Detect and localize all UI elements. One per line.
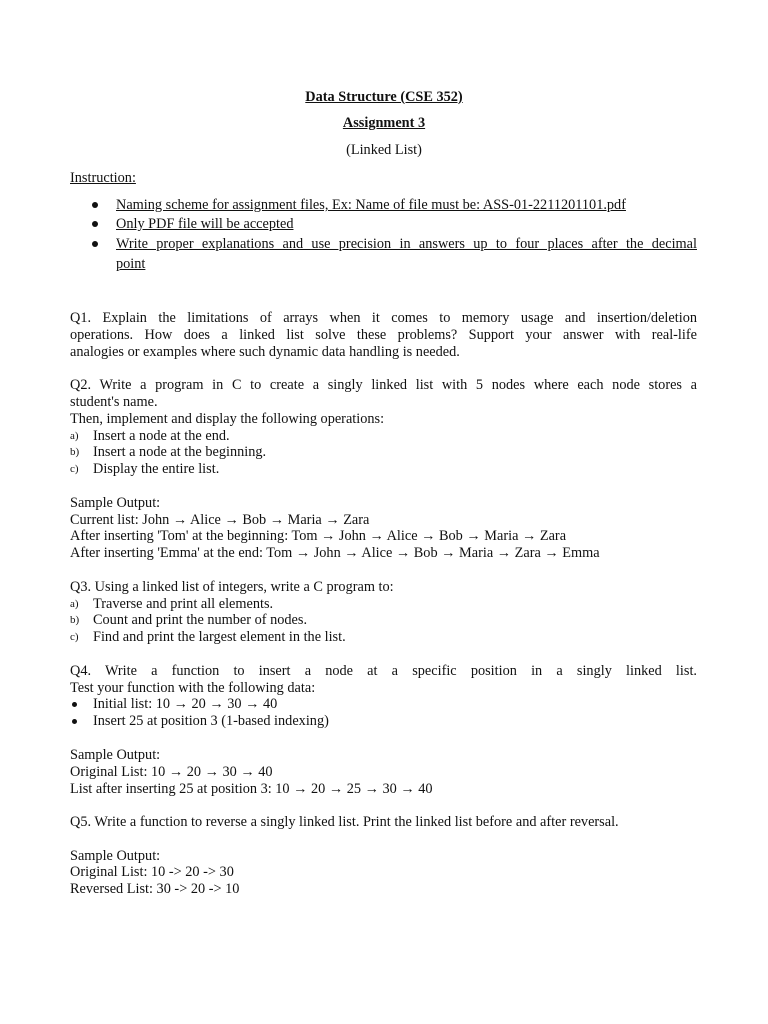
q2-item: Insert a node at the beginning.	[93, 444, 267, 460]
q3-item: Find and print the largest element in the list.	[93, 629, 346, 645]
q2-sample-heading: Sample Output:	[70, 495, 161, 511]
q4-sample-line: List after inserting 25 at position 3: 10 → 20 → 25 → 30 → 40	[70, 781, 433, 797]
q1-line: operations. How does a linked list solve these problems? Support your answer with real-life	[70, 327, 697, 343]
q2-sample-line: Current list: John → Alice → Bob → Maria → Zara	[70, 512, 370, 528]
course-title: Data Structure (CSE 352)	[305, 89, 463, 105]
q2-item: Display the entire list.	[93, 461, 220, 477]
q1-line: analogies or examples where such dynamic data handling is needed.	[70, 344, 460, 360]
q3-item-label: a)	[70, 598, 79, 610]
instruction-heading: Instruction:	[70, 170, 136, 186]
bullet-icon	[92, 221, 98, 227]
q2-item: Insert a node at the end.	[93, 428, 230, 444]
assignment-title: Assignment 3	[342, 115, 426, 131]
q2-line: Q2. Write a program in C to create a singly linked list with 5 nodes where each node stores a	[70, 377, 697, 393]
instruction-item: Naming scheme for assignment files, Ex: Name of file must be: ASS-01-2211201101.pdf	[116, 197, 626, 213]
q4-bullet: Initial list: 10 → 20 → 30 → 40	[93, 696, 278, 712]
q2-item-label: b)	[70, 446, 80, 458]
q2-sample-line: After inserting 'Tom' at the beginning: Tom → John → Alice → Bob → Maria → Zara	[70, 528, 567, 544]
q3-item: Count and print the number of nodes.	[93, 612, 308, 628]
instruction-item: Only PDF file will be accepted	[116, 216, 294, 232]
q4-line: Test your function with the following data:	[70, 680, 316, 696]
q3-line: Q3. Using a linked list of integers, write a C program to:	[70, 579, 394, 595]
q4-sample-line: Original List: 10 → 20 → 30 → 40	[70, 764, 273, 780]
q3-item-label: b)	[70, 614, 80, 626]
q2-sample-line: After inserting 'Emma' at the end: Tom → John → Alice → Bob → Maria → Zara → Emma	[70, 545, 600, 561]
q5-sample-heading: Sample Output:	[70, 848, 161, 864]
instruction-item-continued: point	[116, 256, 146, 272]
q3-item-label: c)	[70, 631, 79, 643]
q5-sample-line: Reversed List: 30 -> 20 -> 10	[70, 881, 240, 897]
q5-line: Q5. Write a function to reverse a singly linked list. Print the linked list before and after reversal.	[70, 814, 619, 830]
bullet-icon	[92, 202, 98, 208]
q2-line: student's name.	[70, 394, 158, 410]
q2-item-label: c)	[70, 463, 79, 475]
q2-line: Then, implement and display the following operations:	[70, 411, 385, 427]
bullet-icon	[72, 719, 77, 724]
q4-line: Q4. Write a function to insert a node at a specific position in a singly linked list.	[70, 663, 697, 679]
q5-sample-line: Original List: 10 -> 20 -> 30	[70, 864, 234, 880]
q4-bullet: Insert 25 at position 3 (1-based indexing)	[93, 713, 329, 729]
q4-sample-heading: Sample Output:	[70, 747, 161, 763]
q2-item-label: a)	[70, 430, 79, 442]
instruction-item: Write proper explanations and use precision in answers up to four places after the decimal	[116, 236, 697, 252]
bullet-icon	[92, 241, 98, 247]
bullet-icon	[72, 702, 77, 707]
q3-item: Traverse and print all elements.	[93, 596, 274, 612]
topic-subtitle: (Linked List)	[346, 142, 422, 158]
q1-line: Q1. Explain the limitations of arrays when it comes to memory usage and insertion/deletion	[70, 310, 697, 326]
